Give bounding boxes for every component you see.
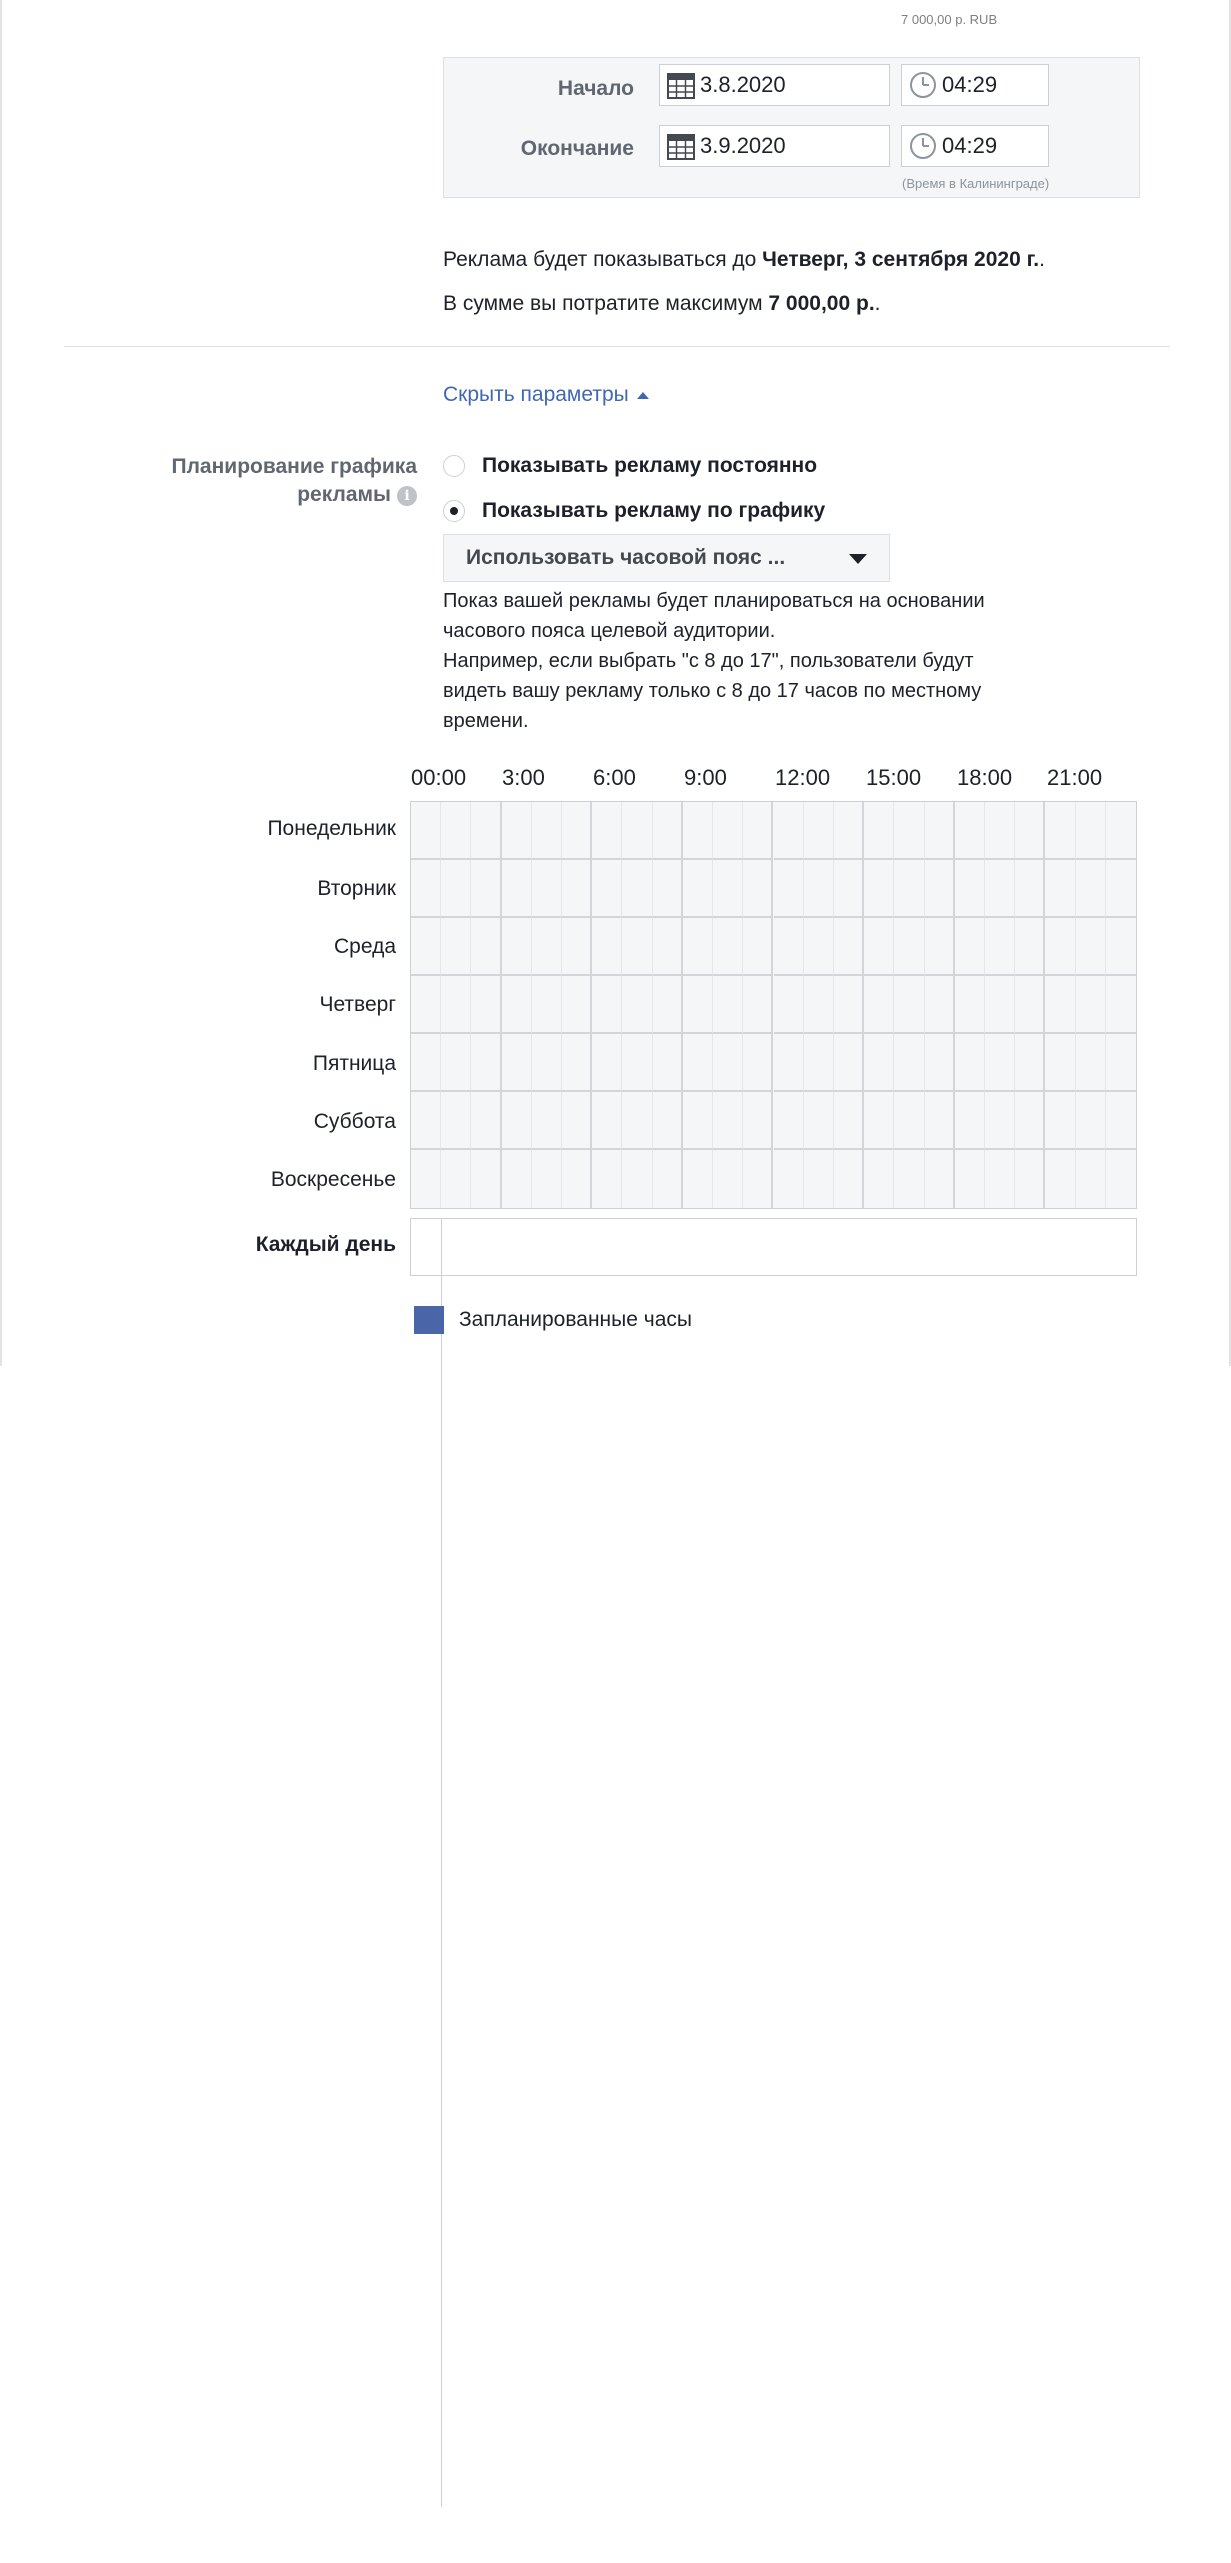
budget-amount-note: 7 000,00 р. RUB: [901, 12, 998, 27]
hour-cell[interactable]: [683, 918, 713, 976]
every-day-hour-cell[interactable]: [411, 1219, 442, 1275]
hour-cell[interactable]: [1076, 802, 1106, 860]
hour-cell[interactable]: [592, 1092, 622, 1150]
hour-cell[interactable]: [925, 802, 955, 860]
hour-cell[interactable]: [471, 860, 501, 918]
every-day-hour-cell[interactable]: [411, 2115, 442, 2171]
hour-cell[interactable]: [804, 802, 834, 860]
every-day-hour-cell[interactable]: [411, 1779, 442, 1835]
every-day-hour-cell[interactable]: [411, 1555, 442, 1611]
hour-cell[interactable]: [502, 1092, 532, 1150]
legend-swatch: [414, 1306, 444, 1334]
radio-run-on-schedule[interactable]: [443, 499, 825, 523]
end-time-input[interactable]: [901, 125, 1049, 167]
hour-label-12: 12:00: [775, 765, 831, 790]
hour-cell[interactable]: [411, 918, 441, 976]
hour-cell[interactable]: [804, 1150, 834, 1208]
hide-parameters-link[interactable]: [443, 383, 649, 407]
every-day-hour-cell[interactable]: [411, 1387, 442, 1443]
day-label-saturday: Суббота: [313, 1110, 396, 1133]
every-day-hour-cell[interactable]: [411, 2003, 442, 2059]
hour-cell[interactable]: [502, 1150, 532, 1208]
hour-cell[interactable]: [1015, 1150, 1045, 1208]
hour-cell[interactable]: [804, 918, 834, 976]
hour-cell[interactable]: [774, 1150, 804, 1208]
hour-cell[interactable]: [411, 976, 441, 1034]
description-line: Например, если выбрать "с 8 до 17", пользователи будут: [443, 650, 974, 672]
radio-dot: [450, 507, 458, 515]
hour-cell[interactable]: [955, 860, 985, 918]
hour-cell[interactable]: [743, 1150, 773, 1208]
hour-cell[interactable]: [1076, 860, 1106, 918]
max-spend-suffix: .: [874, 292, 881, 315]
radio-run-on-schedule-label: Показывать рекламу по графику: [482, 499, 826, 522]
hour-label-21: 21:00: [1047, 765, 1103, 790]
hour-cell[interactable]: [774, 1092, 804, 1150]
hour-cell[interactable]: [471, 1150, 501, 1208]
hour-cell[interactable]: [774, 918, 804, 976]
hour-cell[interactable]: [955, 802, 985, 860]
hour-cell[interactable]: [864, 976, 894, 1034]
hour-cell[interactable]: [743, 860, 773, 918]
scheduling-description: [443, 586, 1143, 736]
every-day-hour-cell[interactable]: [411, 2395, 442, 2451]
every-day-hour-cell[interactable]: [411, 2283, 442, 2339]
hour-cell[interactable]: [743, 918, 773, 976]
hour-cell[interactable]: [1045, 802, 1075, 860]
hour-cell[interactable]: [683, 860, 713, 918]
hour-cell[interactable]: [894, 1150, 924, 1208]
hour-cell[interactable]: [683, 802, 713, 860]
hour-cell[interactable]: [622, 1092, 652, 1150]
hour-cell[interactable]: [683, 1092, 713, 1150]
radio-button-checked[interactable]: [443, 500, 465, 522]
hour-cell[interactable]: [411, 1092, 441, 1150]
run-until-suffix: .: [1039, 248, 1045, 271]
hour-cell[interactable]: [834, 1150, 864, 1208]
hour-cell[interactable]: [562, 1092, 592, 1150]
hour-cell[interactable]: [441, 1150, 471, 1208]
hour-cell[interactable]: [562, 1150, 592, 1208]
hour-cell[interactable]: [502, 918, 532, 976]
hour-cell[interactable]: [683, 1150, 713, 1208]
day-label-sunday: Воскресенье: [270, 1168, 396, 1191]
hour-cell[interactable]: [743, 802, 773, 860]
description-line: Показ вашей рекламы будет планироваться на основании: [443, 590, 985, 612]
hour-cell[interactable]: [894, 802, 924, 860]
hour-cell[interactable]: [713, 1034, 743, 1092]
hour-cell[interactable]: [1106, 802, 1136, 860]
hour-cell[interactable]: [925, 1034, 955, 1092]
every-day-hour-cell[interactable]: [411, 1947, 442, 2003]
start-label: Начало: [557, 77, 634, 100]
hour-cell[interactable]: [532, 1092, 562, 1150]
caret-down-icon: [849, 554, 867, 564]
hour-cell[interactable]: [1106, 860, 1136, 918]
hour-cell[interactable]: [1045, 918, 1075, 976]
hour-cell[interactable]: [1076, 976, 1106, 1034]
hour-cell[interactable]: [653, 1092, 683, 1150]
hour-cell[interactable]: [502, 802, 532, 860]
hour-cell[interactable]: [1045, 1034, 1075, 1092]
hour-cell[interactable]: [622, 918, 652, 976]
hour-cell[interactable]: [1076, 918, 1106, 976]
every-day-hour-cell[interactable]: [411, 1443, 442, 1499]
hour-cell[interactable]: [532, 802, 562, 860]
hour-label-6: 6:00: [593, 765, 636, 790]
timezone-dropdown[interactable]: [443, 534, 890, 582]
hour-cell[interactable]: [713, 860, 743, 918]
every-day-hour-cell[interactable]: [411, 1611, 442, 1667]
hour-cell[interactable]: [1045, 1092, 1075, 1150]
hour-cell[interactable]: [834, 802, 864, 860]
hour-cell[interactable]: [562, 918, 592, 976]
hour-cell[interactable]: [653, 1034, 683, 1092]
hour-cell[interactable]: [955, 1092, 985, 1150]
hour-cell[interactable]: [653, 860, 683, 918]
every-day-hour-cell[interactable]: [411, 1331, 442, 1387]
hour-cell[interactable]: [653, 802, 683, 860]
hour-cell[interactable]: [925, 1092, 955, 1150]
radio-run-always-label: Показывать рекламу постоянно: [482, 454, 818, 477]
max-spend-text: [443, 292, 881, 316]
hour-cell[interactable]: [955, 918, 985, 976]
hour-cell[interactable]: [774, 1034, 804, 1092]
hour-cell[interactable]: [743, 1034, 773, 1092]
radio-button-unchecked[interactable]: [443, 455, 465, 477]
hour-cell[interactable]: [683, 1034, 713, 1092]
hour-cell[interactable]: [743, 976, 773, 1034]
clock-icon: [908, 70, 938, 100]
hour-cell[interactable]: [1045, 1150, 1075, 1208]
hour-cell[interactable]: [1015, 1034, 1045, 1092]
every-day-hour-cell[interactable]: [411, 1891, 442, 1947]
hour-cell[interactable]: [1106, 918, 1136, 976]
timezone-note: (Время в Калининграде): [902, 176, 1050, 191]
every-day-hour-cell[interactable]: [411, 2339, 442, 2395]
hour-cell[interactable]: [411, 860, 441, 918]
hour-cell[interactable]: [471, 918, 501, 976]
hour-cell[interactable]: [562, 976, 592, 1034]
hour-cell[interactable]: [1076, 1092, 1106, 1150]
hour-cell[interactable]: [864, 802, 894, 860]
hour-label-18: 18:00: [957, 765, 1013, 790]
hour-cell[interactable]: [1106, 1034, 1136, 1092]
hour-cell[interactable]: [864, 1034, 894, 1092]
hour-cell[interactable]: [1015, 918, 1045, 976]
end-label: Окончание: [520, 137, 634, 160]
hour-cell[interactable]: [471, 1034, 501, 1092]
every-day-hour-cell[interactable]: [411, 2227, 442, 2283]
hour-cell[interactable]: [985, 1150, 1015, 1208]
day-label-monday: Понедельник: [267, 817, 396, 840]
every-day-hour-cell[interactable]: [411, 2171, 442, 2227]
hour-cell[interactable]: [562, 860, 592, 918]
every-day-hour-cell[interactable]: [411, 1835, 442, 1891]
hour-cell[interactable]: [622, 1034, 652, 1092]
hour-cell[interactable]: [532, 860, 562, 918]
hour-cell[interactable]: [471, 976, 501, 1034]
hour-cell[interactable]: [955, 1150, 985, 1208]
hour-cell[interactable]: [592, 1034, 622, 1092]
hour-cell[interactable]: [1015, 976, 1045, 1034]
hour-cell[interactable]: [985, 802, 1015, 860]
hour-cell[interactable]: [653, 1150, 683, 1208]
hour-label-3: 3:00: [502, 765, 545, 790]
hour-cell[interactable]: [834, 976, 864, 1034]
day-label-friday: Пятница: [312, 1052, 396, 1075]
hour-cell[interactable]: [441, 1034, 471, 1092]
hour-cell[interactable]: [985, 918, 1015, 976]
section-divider: [64, 346, 1170, 347]
caret-up-icon: [637, 392, 649, 399]
ad-scheduling-label: [120, 453, 417, 509]
hour-cell[interactable]: [743, 1092, 773, 1150]
hour-cell[interactable]: [441, 1092, 471, 1150]
clock-icon: [908, 131, 938, 161]
hour-cell[interactable]: [713, 1092, 743, 1150]
hour-cell[interactable]: [864, 860, 894, 918]
hour-cell[interactable]: [502, 860, 532, 918]
hour-cell[interactable]: [441, 802, 471, 860]
hour-cell[interactable]: [713, 918, 743, 976]
calendar-icon: [666, 131, 696, 161]
hour-cell[interactable]: [713, 976, 743, 1034]
hour-cell[interactable]: [985, 976, 1015, 1034]
hour-cell[interactable]: [774, 860, 804, 918]
hour-cell[interactable]: [774, 802, 804, 860]
info-icon[interactable]: i: [397, 486, 417, 506]
hour-cell[interactable]: [925, 860, 955, 918]
hour-cell[interactable]: [894, 918, 924, 976]
calendar-icon: [666, 70, 696, 100]
hour-cell[interactable]: [894, 1092, 924, 1150]
hour-cell[interactable]: [683, 976, 713, 1034]
hour-cell[interactable]: [653, 976, 683, 1034]
hour-cell[interactable]: [804, 860, 834, 918]
hour-cell[interactable]: [622, 1150, 652, 1208]
every-day-hour-cell[interactable]: [411, 1723, 442, 1779]
hour-cell[interactable]: [1015, 1092, 1045, 1150]
hour-cell[interactable]: [1106, 1150, 1136, 1208]
schedule-dates-panel: [443, 57, 1140, 198]
radio-run-always[interactable]: [443, 454, 817, 478]
every-day-hour-cell[interactable]: [411, 2059, 442, 2115]
hour-cell[interactable]: [925, 976, 955, 1034]
hour-cell[interactable]: [804, 976, 834, 1034]
hour-cell[interactable]: [1076, 1034, 1106, 1092]
hour-cell[interactable]: [774, 976, 804, 1034]
day-label-wednesday: Среда: [334, 935, 396, 958]
every-day-row[interactable]: [410, 1218, 1137, 1276]
hour-cell[interactable]: [441, 860, 471, 918]
hour-cell[interactable]: [532, 918, 562, 976]
timezone-dropdown-value: Использовать часовой пояс ...: [466, 546, 786, 569]
hour-cell[interactable]: [985, 1092, 1015, 1150]
hour-cell[interactable]: [441, 976, 471, 1034]
hide-parameters-label: Скрыть параметры: [443, 383, 629, 406]
hour-cell[interactable]: [864, 918, 894, 976]
frame-border-left: [0, 0, 2, 1366]
hour-cell[interactable]: [592, 860, 622, 918]
start-time-value: 04:29: [942, 72, 998, 97]
description-line: часового пояса целевой аудитории.: [443, 620, 776, 642]
hour-cell[interactable]: [834, 1034, 864, 1092]
hour-cell[interactable]: [471, 802, 501, 860]
hour-cell[interactable]: [653, 918, 683, 976]
description-line: видеть вашу рекламу только с 8 до 17 часов по местному: [443, 680, 982, 702]
hour-cell[interactable]: [894, 1034, 924, 1092]
hour-cell[interactable]: [834, 860, 864, 918]
ad-scheduling-label-text: Планирование графика рекламы: [171, 455, 417, 506]
hour-cell[interactable]: [1045, 860, 1075, 918]
hour-cell[interactable]: [713, 1150, 743, 1208]
legend: [414, 1306, 692, 1334]
run-until-prefix: Реклама будет показываться до: [443, 248, 763, 271]
hour-label-9: 9:00: [684, 765, 727, 790]
hour-cell[interactable]: [411, 802, 441, 860]
hour-cell[interactable]: [834, 918, 864, 976]
end-date-input[interactable]: [659, 125, 890, 167]
hour-cell[interactable]: [411, 1150, 441, 1208]
hour-cell[interactable]: [502, 1034, 532, 1092]
hour-cell[interactable]: [471, 1092, 501, 1150]
hour-cell[interactable]: [592, 918, 622, 976]
hour-cell[interactable]: [925, 918, 955, 976]
end-time-value: 04:29: [942, 133, 998, 158]
hour-cell[interactable]: [864, 1092, 894, 1150]
hour-cell[interactable]: [592, 1150, 622, 1208]
hour-cell[interactable]: [562, 802, 592, 860]
day-label-thursday: Четверг: [319, 993, 396, 1016]
hour-cell[interactable]: [562, 1034, 592, 1092]
hour-label-0: 00:00: [411, 765, 467, 790]
hour-cell[interactable]: [864, 1150, 894, 1208]
hour-cell[interactable]: [1015, 860, 1045, 918]
every-day-hour-cell[interactable]: [411, 1499, 442, 1555]
hour-cell[interactable]: [894, 976, 924, 1034]
hour-cell[interactable]: [1015, 802, 1045, 860]
hour-cell[interactable]: [592, 802, 622, 860]
weekly-schedule-grid[interactable]: [410, 801, 1137, 1209]
hour-cell[interactable]: [622, 802, 652, 860]
hour-cell[interactable]: [592, 976, 622, 1034]
hour-cell[interactable]: [441, 918, 471, 976]
hour-cell[interactable]: [622, 860, 652, 918]
hour-cell[interactable]: [532, 976, 562, 1034]
start-date-value: 3.8.2020: [700, 72, 786, 97]
hour-cell[interactable]: [713, 802, 743, 860]
start-date-input[interactable]: [659, 64, 890, 106]
hour-cell[interactable]: [1106, 1092, 1136, 1150]
end-date-value: 3.9.2020: [700, 133, 786, 158]
hour-cell[interactable]: [1076, 1150, 1106, 1208]
run-until-date: Четверг, 3 сентября 2020 г.: [762, 248, 1040, 271]
hour-label-15: 15:00: [866, 765, 922, 790]
hour-cell[interactable]: [622, 976, 652, 1034]
hour-cell[interactable]: [985, 860, 1015, 918]
run-until-text: [443, 248, 1045, 272]
hour-cell[interactable]: [532, 1150, 562, 1208]
day-label-tuesday: Вторник: [317, 877, 396, 900]
hour-cell[interactable]: [1045, 976, 1075, 1034]
description-line: времени.: [443, 710, 529, 732]
hour-cell[interactable]: [532, 1034, 562, 1092]
every-day-hour-cell[interactable]: [411, 2507, 441, 2563]
hour-cell[interactable]: [411, 1034, 441, 1092]
max-spend-prefix: В сумме вы потратите максимум: [443, 292, 769, 315]
every-day-hour-cell[interactable]: [411, 2451, 442, 2507]
hour-cell[interactable]: [955, 976, 985, 1034]
hour-cell[interactable]: [955, 1034, 985, 1092]
every-day-hour-cell[interactable]: [411, 1667, 442, 1723]
hour-cell[interactable]: [804, 1092, 834, 1150]
hour-cell[interactable]: [985, 1034, 1015, 1092]
max-spend-amount: 7 000,00 р.: [768, 292, 875, 315]
hour-cell[interactable]: [804, 1034, 834, 1092]
hour-cell[interactable]: [502, 976, 532, 1034]
hour-cell[interactable]: [925, 1150, 955, 1208]
day-label-every-day: Каждый день: [255, 1233, 396, 1256]
hour-cell[interactable]: [1106, 976, 1136, 1034]
start-time-input[interactable]: [901, 64, 1049, 106]
legend-label: Запланированные часы: [459, 1308, 692, 1331]
hour-cell[interactable]: [834, 1092, 864, 1150]
hour-cell[interactable]: [894, 860, 924, 918]
